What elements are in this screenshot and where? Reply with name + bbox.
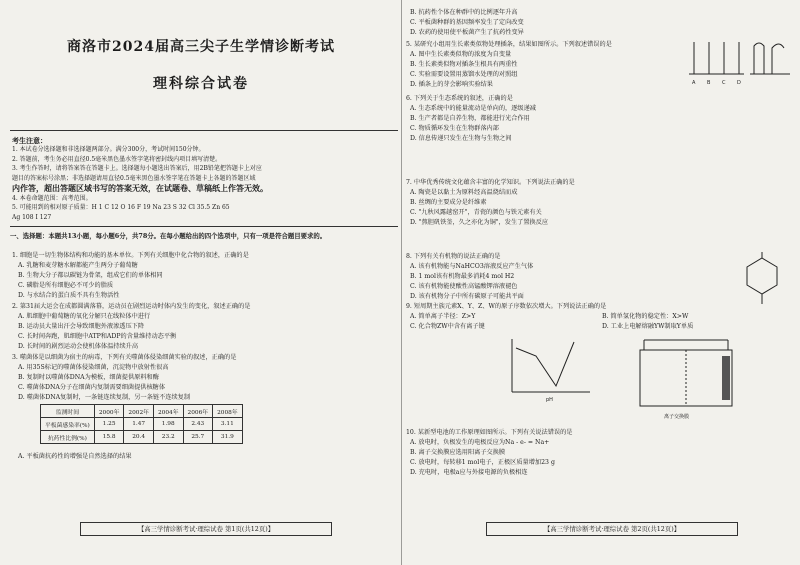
option-line: C. 磷脂是所有细胞必不可少的脂质 [18,282,114,289]
table-cell: 3.11 [213,418,243,431]
notice-heading: 考生注意： [12,136,47,145]
notice-block [12,136,396,222]
question-line: 5. 某研究小组用生长素类似物处理插条，结果如图所示。下列叙述错误的是 [406,41,612,48]
option-line: C. 物质循环发生在生物群落内部 [410,125,499,132]
option-line: B. 离子交换膜应选用阳离子交换膜 [410,449,506,456]
table-cell: 2004年 [153,405,183,418]
option-line: B. 简单氢化物的稳定性：X>W [602,313,689,320]
option-line: B. 抗药性个体在种群中的比例逐年升高 [410,9,518,16]
table-cell: 1.25 [94,418,124,431]
page-footer-left: 【高三学情诊断考试·理综试卷 第1页(共12页)】 [80,522,332,536]
notice-bottom-rule [10,226,398,227]
option-line: B. 丝绸的主要成分是纤维素 [410,199,487,206]
exam-title: 商洛市2024届高三尖子生学情诊断考试 [67,39,335,55]
option-line: D. "熬胆矾铁釜，久之亦化为铜"，发生了置换反应 [410,219,549,226]
question-line: 9. 短周期主族元素X、Y、Z、W的原子序数依次增大。下列说法正确的是 [406,303,607,310]
option-line: D. 信息传递只发生在生物与生物之间 [410,135,512,142]
table-cell: 15.8 [94,431,124,444]
table-cell: 2002年 [124,405,154,418]
notice-top-rule [10,130,398,131]
option-line: A. 肌细胞中葡萄糖的氧化分解只在线粒体中进行 [18,313,151,320]
svg-text:C: C [722,80,726,86]
option-line: C. 噬菌体DNA分子在细菌内复制需要细菌提供核糖体 [18,384,166,391]
option-line: D. 长时间的剧烈运动会使机体体温持续升高 [18,343,139,350]
option-line: C. 长时间奔跑，肌细胞中ATP和ADP的含量维持动态平衡 [18,333,177,340]
option-line: B. 生物大分子都以碳链为骨架，组成它们的单体相同 [18,272,163,279]
option-line: A. 图中生长素类似物的浓度为自变量 [410,51,512,58]
question-line: 8. 下列有关有机物的说法正确的是 [406,253,501,260]
svg-text:A: A [692,80,696,86]
table-cell: 31.9 [213,431,243,444]
option-line: A. 简单离子半径：Z>Y [410,313,476,320]
notice-item: 4. 本卷命题范围：高考范围。 [12,195,92,203]
notice-item: Ag 108 I 127 [12,213,52,221]
option-line: A. 放电时，负极发生的电极反应为Na - e- = Na+ [410,439,550,446]
option-line: B. 运动员大量出汗会导致细胞外液渗透压下降 [18,323,145,330]
line-graph-icon [494,334,594,404]
table-row [41,418,243,431]
data-table [40,404,243,444]
option-line: A. 陶瓷是以黏土为原料经高温烧结而成 [410,189,518,196]
option-line: C. 化合物ZW中含有离子键 [410,323,485,330]
question-line: 7. 中华优秀传统文化蕴含丰富的化学知识。下列说法正确的是 [406,179,575,186]
svg-text:B: B [707,80,711,86]
question-line: 10. 某新型电池的工作原理如图所示。下列有关说法错误的是 [406,429,573,436]
benzene-ring-icon [732,250,792,310]
question-line: 2. 第31届大运会在成都圆满落幕，运动员在剧烈运动时体内发生的变化，叙述正确的是 [12,303,251,310]
battery-cell-icon [630,336,740,420]
notice-item: 内作答，超出答题区域书写的答案无效，在试题卷、草稿纸上作答无效。 [12,183,268,194]
graph-xlabel: pH [546,397,553,403]
option-line: D. 充电时，电极a应与外接电源的负极相连 [410,469,528,476]
notice-item: 题目的答案标号涂黑；非选择题请用直径0.5毫米黑色墨水签字笔在答题卡上各题的答题区域 [12,174,256,182]
graph-caption: 离子交换膜 [664,414,690,420]
option-line: D. 插条上的芽会影响实验结果 [410,81,493,88]
table-cell: 20.4 [124,431,154,444]
question-line: 3. 噬菌体是以细菌为宿主的病毒，下列有关噬菌体侵染细菌实验的叙述，正确的是 [12,354,237,361]
option-line: D. 与水结合的蛋白质不具有生物活性 [18,292,120,299]
option-line: A. 生态系统中的能量流动是单向的，逐级递减 [410,105,536,112]
option-line: C. 放电时，每转移1 mol电子，正极区质量增加23 g [410,459,555,466]
question-line: 6. 下列关于生态系统的叙述，正确的是 [406,95,513,102]
exam-subtitle: 理科综合试卷 [153,76,249,92]
notice-item: 3. 考生作答时，请将答案答在答题卡上。选择题每小题选出答案后，用2B铅笔把答题卡上对应 [12,165,262,173]
table-row [41,431,243,444]
option-line: A. 用35S标记的噬菌体侵染细菌，沉淀物中放射性很高 [18,364,169,371]
option-line: A. 该有机物能与NaHCO3溶液反应产生气体 [410,263,534,270]
svg-text:D: D [737,80,741,86]
seedling-diagram-icon [684,34,794,94]
table-cell: 23.2 [153,431,183,444]
notice-item: 1. 本试卷分选择题和非选择题两部分。满分300分，考试时间150分钟。 [12,146,205,154]
table-cell: 25.7 [183,431,213,444]
table-cell: 1.47 [124,418,154,431]
option-line: C. "九秋风露越窑开"，青瓷的颜色与铁元素有关 [410,209,542,216]
option-line: D. 噬菌体DNA复制时，一条链连续复制，另一条链不连续复制 [18,394,191,401]
right-page [402,0,800,565]
option-line: C. 该有机物能使酸性高锰酸钾溶液褪色 [410,283,518,290]
option-line: D. 农药的使用使平板菌产生了抗药性变异 [410,29,524,36]
question-line: 1. 细胞是一切生物体结构和功能的基本单位。下列有关细胞中化合物的叙述，正确的是 [12,252,249,259]
table-cell: 2.43 [183,418,213,431]
table-row [41,405,243,418]
option-line: B. 生长素类似物对插条生根具有两重性 [410,61,518,68]
notice-item: 5. 可能用到的相对原子质量：H 1 C 12 O 16 F 19 Na 23 S 32 Cl 35.5 Zn 65 [12,204,230,212]
section-heading: 一、选择题：本题共13小题，每小题6分，共78分。在每小题给出的四个选项中，只有一项是符合题目要求的。 [10,232,327,240]
option-line: B. 生产者都是自养生物，都能进行光合作用 [410,115,530,122]
option-line: A. 平板菌抗药性的增强是自然选择的结果 [18,453,132,460]
table-cell: 2008年 [213,405,243,418]
table-cell: 2000年 [94,405,124,418]
notice-item: 2. 答题前，考生务必用直径0.5毫米黑色墨水签字笔将密封线内项目填写清楚。 [12,155,222,163]
option-line: D. 该有机物分子中所有碳原子可能共平面 [410,293,524,300]
option-line: B. 复制时以噬菌体DNA为模板，细菌提供原料和酶 [18,374,159,381]
page-footer-right: 【高三学情诊断考试·理综试卷 第2页(共12页)】 [486,522,738,536]
table-cell: 监测时间 [41,405,95,418]
option-line: A. 乳糖和麦芽糖水解都能产生两分子葡萄糖 [18,262,138,269]
table-cell: 平板菌感染率(%) [41,418,95,431]
option-line: D. 工业上电解熔融YW制取Y单质 [602,323,694,330]
option-line: C. 平板菌种群的基因频率发生了定向改变 [410,19,524,26]
option-line: B. 1 mol该有机物最多消耗4 mol H2 [410,273,515,280]
option-line: C. 实验需要设置用蒸馏水处理的对照组 [410,71,518,78]
table-cell: 抗药性比例(%) [41,431,95,444]
table-cell: 1.98 [153,418,183,431]
table-cell: 2006年 [183,405,213,418]
